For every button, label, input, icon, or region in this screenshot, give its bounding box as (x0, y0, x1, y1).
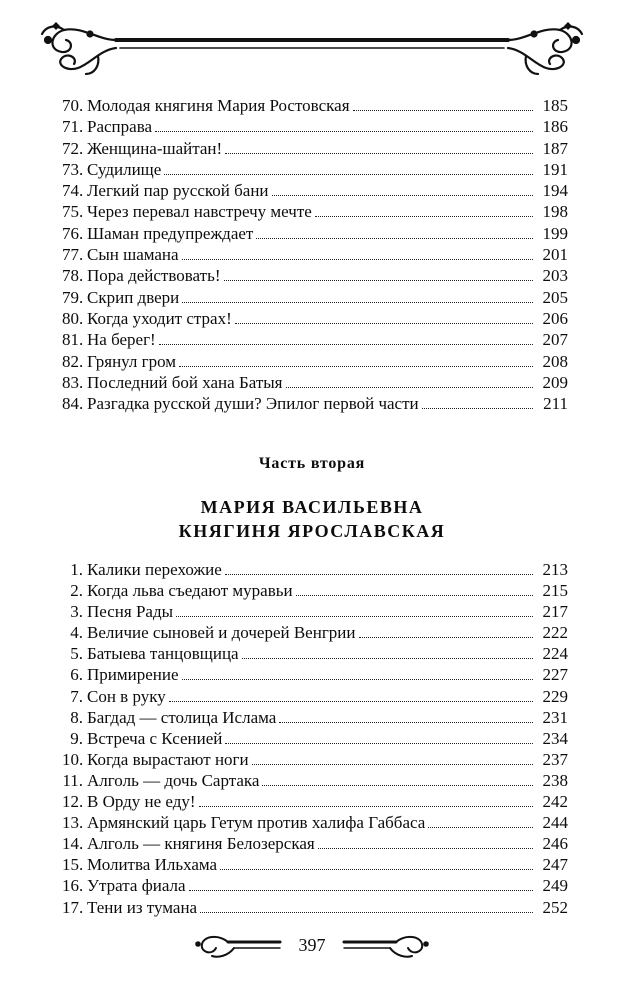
toc-entry-page: 229 (542, 686, 568, 706)
dot-leader (176, 616, 533, 617)
toc-entry-title: Молодая княгиня Мария Ростовская (87, 96, 350, 115)
dot-leader (199, 806, 533, 807)
toc-entry[interactable] (62, 372, 568, 393)
toc-entry-number: 72. (62, 138, 84, 158)
toc-entry[interactable] (62, 244, 568, 265)
page-number: 397 (298, 935, 326, 955)
dot-leader (279, 722, 533, 723)
toc-entry-number: 16. (62, 876, 84, 896)
toc-entry-title: Расправа (87, 117, 153, 137)
toc-entry-title: Грянул гром (87, 351, 177, 371)
dot-leader (179, 366, 533, 367)
toc-entry-title: Скрип двери (87, 287, 180, 307)
toc-entry-title: Когда уходит страх! (87, 308, 232, 328)
dot-leader (235, 323, 533, 324)
toc-entry[interactable] (62, 707, 568, 728)
dot-leader (242, 658, 533, 659)
toc-entry-page: 199 (542, 223, 568, 243)
toc-entry-page: 234 (542, 728, 568, 748)
toc-entry[interactable] (62, 622, 568, 643)
toc-entry-title: Сын шамана (87, 245, 179, 265)
toc-entry-page: 238 (542, 770, 568, 790)
footer-ornament-right (342, 930, 430, 960)
dot-leader (315, 216, 533, 217)
toc-entry-number: 81. (62, 330, 84, 350)
dot-leader (262, 785, 533, 786)
toc-entry-title: Пора действовать! (87, 266, 221, 286)
toc-entry-page: 244 (542, 813, 568, 833)
toc-entry-number: 79. (62, 287, 84, 307)
toc-entry[interactable] (62, 265, 568, 286)
toc-entry[interactable] (62, 664, 568, 685)
dot-leader (164, 174, 533, 175)
toc-entry-page: 187 (542, 138, 568, 158)
toc-entry-number: 70. (62, 96, 84, 115)
toc-entry-page: 201 (542, 245, 568, 265)
page-footer (192, 926, 432, 966)
section-title-line-2: КНЯГИНЯ ЯРОСЛАВСКАЯ (178, 521, 446, 541)
toc-entry-number: 17. (62, 897, 84, 917)
dot-leader (159, 344, 533, 345)
toc-entry-number: 82. (62, 351, 84, 371)
dot-leader (224, 280, 533, 281)
toc-entry-title: Алголь — княгиня Белозерская (87, 834, 315, 854)
toc-entry-number: 77. (62, 245, 84, 265)
toc-entry-title: Алголь — дочь Сартака (87, 770, 260, 790)
toc-entry-title: Когда вырастают ноги (87, 749, 249, 769)
toc-entry[interactable] (62, 559, 568, 580)
toc-entry[interactable] (62, 833, 568, 854)
toc-entry-page: 222 (542, 623, 568, 643)
dot-leader (359, 637, 534, 638)
toc-entry-title: Тени из тумана (87, 897, 198, 917)
toc-entry[interactable] (62, 138, 568, 159)
toc-entry[interactable] (62, 686, 568, 707)
toc-entry-page: 191 (542, 159, 568, 179)
toc-entry-page: 217 (542, 602, 568, 622)
toc-entry[interactable] (62, 580, 568, 601)
toc-entry-number: 6. (70, 665, 83, 685)
toc-entry-number: 71. (62, 117, 84, 137)
dot-leader (155, 131, 533, 132)
toc-entry-title: Шаман предупреждает (87, 223, 254, 243)
toc-entry-title: В Орду не еду! (87, 792, 196, 812)
toc-entry[interactable] (62, 854, 568, 875)
section-title-line-1: МАРИЯ ВАСИЛЬЕВНА (200, 497, 424, 517)
toc-entry[interactable] (62, 287, 568, 308)
dot-leader (220, 869, 533, 870)
toc-part-two (62, 559, 568, 918)
toc-entry-page: 227 (542, 665, 568, 685)
toc-entry-title: Калики перехожие (87, 560, 222, 579)
toc-entry-page: 209 (542, 372, 568, 392)
toc-entry-title: Багдад — столица Ислама (87, 707, 277, 727)
dot-leader (252, 764, 533, 765)
toc-entry[interactable] (62, 601, 568, 622)
dot-leader (200, 912, 533, 913)
toc-entry-page: 186 (542, 117, 568, 137)
toc-entry[interactable] (62, 159, 568, 180)
toc-entry-title: Женщина-шайтан! (87, 138, 223, 158)
dot-leader (182, 679, 533, 680)
toc-entry-page: 252 (542, 897, 568, 917)
toc-entry-number: 2. (70, 581, 83, 601)
toc-entry-page: 237 (542, 749, 568, 769)
toc-entry-title: Песня Рады (87, 602, 174, 622)
dot-leader (422, 408, 533, 409)
toc-entry-page: 231 (542, 707, 568, 727)
toc-entry-number: 13. (62, 813, 84, 833)
toc-entry-page: 198 (542, 202, 568, 222)
toc-entry-number: 3. (70, 602, 83, 622)
toc-entry-number: 76. (62, 223, 84, 243)
toc-entry-page: 215 (542, 581, 568, 601)
toc-entry-title: Молитва Ильхама (87, 855, 218, 875)
dot-leader (286, 387, 534, 388)
toc-entry[interactable] (62, 329, 568, 350)
toc-entry[interactable] (62, 95, 568, 116)
toc-entry-title: Судилище (87, 159, 162, 179)
toc-entry-number: 5. (70, 644, 83, 664)
toc-entry-number: 14. (62, 834, 84, 854)
toc-entry-title: Встреча с Ксенией (87, 728, 223, 748)
dot-leader (182, 259, 533, 260)
toc-entry-page: 246 (542, 834, 568, 854)
toc-entry[interactable] (62, 875, 568, 896)
dot-leader (256, 238, 533, 239)
toc-entry[interactable] (62, 812, 568, 833)
toc-entry-number: 84. (62, 394, 84, 414)
toc-entry-number: 11. (62, 770, 83, 790)
toc-entry[interactable] (62, 116, 568, 137)
toc-entry-number: 8. (70, 707, 83, 727)
toc-entry[interactable] (62, 223, 568, 244)
toc-entry-number: 78. (62, 266, 84, 286)
toc-entry[interactable] (62, 201, 568, 222)
toc-entry-page: 203 (542, 266, 568, 286)
toc-entry-title: Армянский царь Гетум против халифа Габбаса (87, 813, 426, 833)
toc-entry-page: 206 (542, 308, 568, 328)
toc-entry[interactable] (62, 770, 568, 791)
toc-entry-title: Утрата фиала (87, 876, 186, 896)
dot-leader (225, 153, 533, 154)
dot-leader (353, 110, 533, 111)
toc-entry-page: 207 (542, 330, 568, 350)
toc-entry-number: 4. (70, 623, 83, 643)
toc-entry-page: 224 (542, 644, 568, 664)
part-label: Часть вторая (258, 455, 366, 472)
toc-entry-title: Через перевал навстречу мечте (87, 202, 312, 222)
toc-entry-page: 205 (542, 287, 568, 307)
toc-entry-title: Когда льва съедают муравьи (87, 581, 293, 601)
toc-entry-number: 80. (62, 308, 84, 328)
toc-entry[interactable] (62, 180, 568, 201)
toc-entry[interactable] (62, 643, 568, 664)
toc-entry-number: 74. (62, 181, 84, 201)
dot-leader (428, 827, 533, 828)
dot-leader (225, 743, 533, 744)
dot-leader (189, 890, 533, 891)
toc-entry-number: 73. (62, 159, 84, 179)
dot-leader (296, 595, 533, 596)
toc-entry[interactable] (62, 393, 568, 414)
toc-entry-number: 9. (70, 728, 83, 748)
toc-entry-number: 75. (62, 202, 84, 222)
toc-entry-page: 249 (542, 876, 568, 896)
toc-entry-number: 1. (70, 560, 83, 579)
header-ornament (38, 20, 586, 78)
toc-entry-page: 242 (542, 792, 568, 812)
toc-entry-title: Сон в руку (87, 686, 166, 706)
toc-entry-title: Разгадка русской души? Эпилог первой части (87, 394, 419, 414)
toc-entry-number: 10. (62, 749, 84, 769)
toc-entry[interactable] (62, 749, 568, 770)
toc-entry-page: 185 (542, 96, 568, 115)
toc-entry-title: Величие сыновей и дочерей Венгрии (87, 623, 356, 643)
toc-entry-title: Легкий пар русской бани (87, 181, 269, 201)
toc-entry-number: 7. (70, 686, 83, 706)
dot-leader (318, 848, 533, 849)
toc-entry-title: Последний бой хана Батыя (87, 372, 283, 392)
toc-entry-title: Батыева танцовщица (87, 644, 239, 664)
toc-entry-number: 83. (62, 372, 84, 392)
toc-entry-page: 211 (543, 394, 568, 414)
toc-entry[interactable] (62, 897, 568, 918)
toc-entry-title: Примирение (87, 665, 179, 685)
dot-leader (225, 574, 533, 575)
toc-entry-page: 194 (542, 181, 568, 201)
toc-entry[interactable] (62, 308, 568, 329)
toc-entry-title: На берег! (87, 330, 156, 350)
toc-entry[interactable] (62, 728, 568, 749)
dot-leader (182, 302, 533, 303)
toc-part-one (62, 95, 568, 414)
toc-entry-page: 213 (542, 560, 568, 579)
toc-entry-page: 208 (542, 351, 568, 371)
toc-entry-number: 15. (62, 855, 84, 875)
toc-entry-page: 247 (542, 855, 568, 875)
dot-leader (169, 701, 533, 702)
toc-entry[interactable] (62, 351, 568, 372)
toc-entry[interactable] (62, 791, 568, 812)
toc-entry-number: 12. (62, 792, 84, 812)
dot-leader (272, 195, 533, 196)
